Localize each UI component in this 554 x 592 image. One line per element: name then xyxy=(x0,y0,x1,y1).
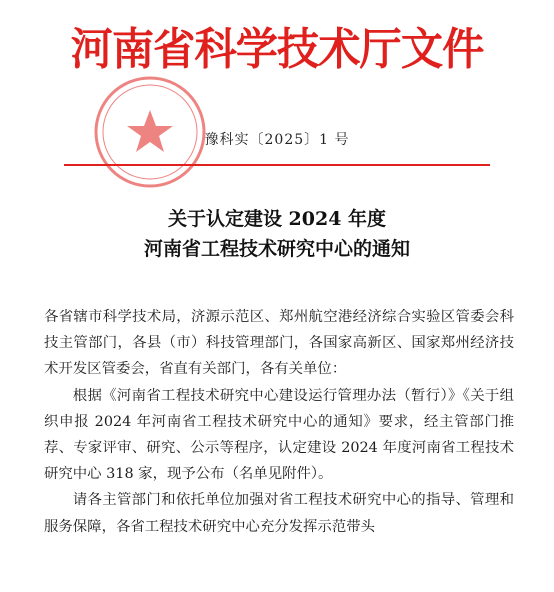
document-title-line-1: 关于认定建设 2024 年度 xyxy=(167,208,387,230)
document-body xyxy=(44,304,514,540)
document-number: 豫科实〔2025〕1 号 xyxy=(204,132,350,148)
body-paragraph-2: 请各主管部门和依托单位加强对省工程技术研究中心的指导、管理和服务保障，各省工程技术研究中心充分发挥示范带头 xyxy=(44,492,514,535)
document-masthead: 河南省科学技术厅文件 xyxy=(70,24,484,75)
body-paragraph-1: 根据《河南省工程技术研究中心建设运行管理办法（暂行）》《关于组织申报 2024 年河南省工程技术研究中心的通知》要求，经主管部门推荐、专家评审、研究、公示等程序，认定建设 2024 年度河南省工程技术研究中心 318 家，现予公布（名单见附件）。 xyxy=(44,387,514,483)
document-title-line-2: 河南省工程技术研究中心的通知 xyxy=(143,238,410,260)
addressee-paragraph: 各省辖市科学技术局，济源示范区、郑州航空港经济综合实验区管委会科技主管部门，各县（市）科技管理部门，各国家高新区、国家郑州经济技术开发区管委会，省直有关部门，各有关单位： xyxy=(44,309,514,378)
header-divider xyxy=(64,164,490,166)
